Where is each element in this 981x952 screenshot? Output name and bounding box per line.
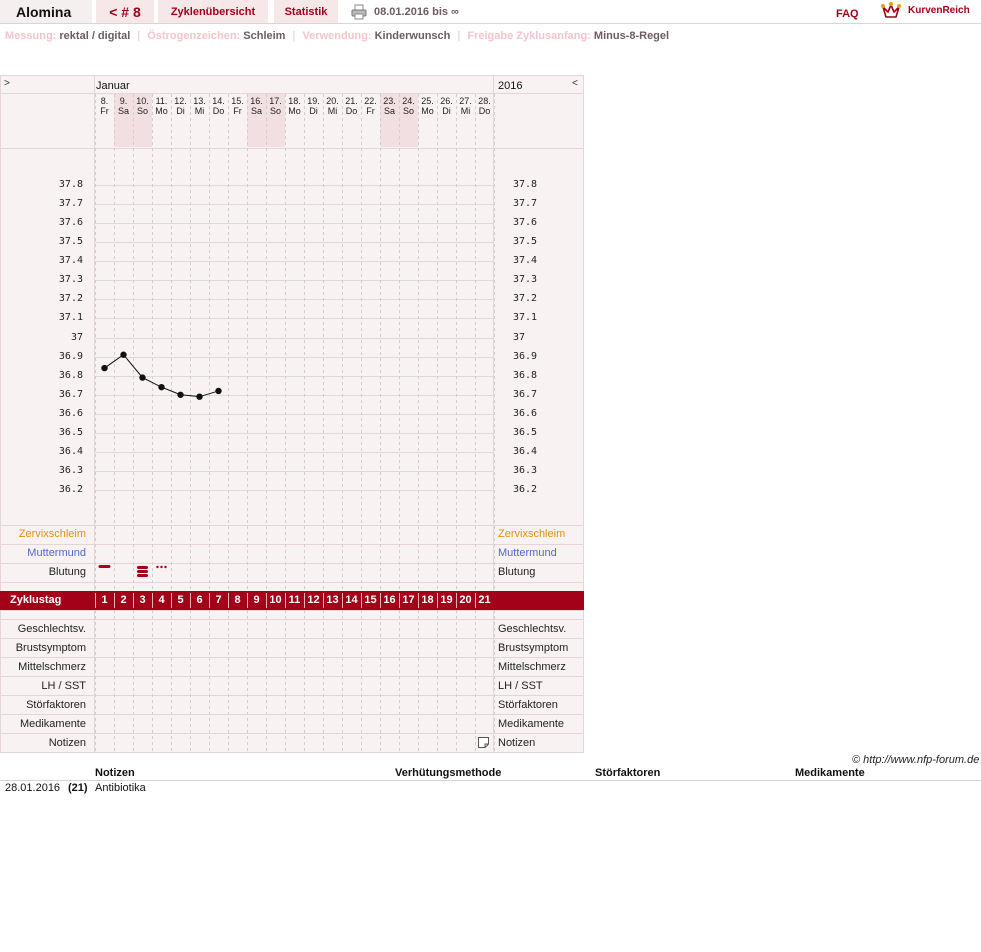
temperature-point <box>177 392 183 398</box>
separator: | <box>292 30 296 42</box>
table-divider <box>0 780 981 781</box>
temperature-point <box>158 384 164 390</box>
temp-tick-right: 36.3 <box>513 465 538 476</box>
breast-symptom-label: Brustsymptom <box>15 642 86 654</box>
os-label-right: Muttermund <box>498 547 557 559</box>
temp-tick-left: 37 <box>70 332 83 343</box>
temperature-point <box>120 352 126 358</box>
cycle-day-separator <box>342 593 343 608</box>
cycle-tab[interactable]: < # 8 <box>96 0 154 23</box>
day-weekday: Fr <box>100 106 109 116</box>
day-date: 26. <box>440 96 453 106</box>
release-value: Minus-8-Regel <box>593 30 670 42</box>
day-weekday: Do <box>478 106 491 116</box>
bleeding-light-mark <box>99 565 111 568</box>
cycle-day-number[interactable]: 17 <box>402 594 415 606</box>
estrogen-value: Schleim <box>243 30 286 42</box>
cycle-day-number[interactable]: 20 <box>459 594 472 606</box>
measurement-value: rektal / digital <box>59 30 131 42</box>
notes-col-header: Notizen <box>95 767 135 779</box>
medication-label: Medikamente <box>19 718 86 730</box>
statistics-tab[interactable]: Statistik <box>274 0 338 23</box>
temp-tick-left: 36.4 <box>58 446 83 457</box>
intercourse-label: Geschlechtsv. <box>17 623 86 635</box>
cycle-day-number[interactable]: 14 <box>345 594 358 606</box>
measurement-label: Messung: <box>5 30 57 42</box>
cycle-day-number[interactable]: 10 <box>269 594 282 606</box>
midpain-label-right: Mittelschmerz <box>498 661 566 673</box>
disturbance-label: Störfaktoren <box>26 699 86 711</box>
cycle-day-separator <box>437 593 438 608</box>
year-label: 2016 <box>498 80 523 92</box>
cycle-day-separator <box>114 593 115 608</box>
day-header <box>380 96 399 116</box>
day-weekday: Do <box>345 106 358 116</box>
brand-name: KurvenReich <box>908 5 970 16</box>
cycle-day-separator <box>418 593 419 608</box>
cycle-day-number[interactable]: 18 <box>421 594 434 606</box>
day-date: 17. <box>269 96 282 106</box>
day-date: 18. <box>288 96 301 106</box>
day-date: 11. <box>155 96 168 106</box>
cycle-day-number[interactable]: 12 <box>307 594 320 606</box>
temp-tick-right: 37.4 <box>513 255 538 266</box>
temperature-point <box>215 388 221 394</box>
day-date: 10. <box>136 96 149 106</box>
day-date: 23. <box>383 96 396 106</box>
cycle-day-number[interactable]: 1 <box>101 594 108 606</box>
disturbance-label-right: Störfaktoren <box>498 699 558 711</box>
cycle-day-separator <box>133 593 134 608</box>
day-weekday: Mi <box>460 106 471 116</box>
temp-tick-left: 37.8 <box>58 179 83 190</box>
cycle-day-separator <box>228 593 229 608</box>
day-weekday: Di <box>309 106 318 116</box>
day-date: 19. <box>307 96 320 106</box>
temp-tick-right: 37 <box>513 332 526 343</box>
day-weekday: Sa <box>383 106 395 116</box>
day-date: 15. <box>231 96 244 106</box>
temp-tick-left: 37.5 <box>58 236 83 247</box>
temp-tick-right: 36.2 <box>513 484 538 495</box>
day-weekday: Fr <box>366 106 375 116</box>
cycle-day-separator <box>323 593 324 608</box>
cycle-day-separator <box>266 593 267 608</box>
usage-value: Kinderwunsch <box>374 30 451 42</box>
faq-link[interactable]: FAQ <box>836 8 859 20</box>
cycle-day-separator <box>247 593 248 608</box>
separator: | <box>137 30 141 42</box>
cycle-day-separator <box>171 593 172 608</box>
day-date: 12. <box>174 96 187 106</box>
cycle-day-number[interactable]: 3 <box>139 594 146 606</box>
day-weekday: Mo <box>421 106 434 116</box>
day-date: 24. <box>402 96 415 106</box>
day-header <box>456 96 475 116</box>
estrogen-label: Östrogenzeichen: <box>147 30 241 42</box>
cycle-day-number[interactable]: 19 <box>440 594 453 606</box>
day-date: 16. <box>250 96 263 106</box>
os-label: Muttermund <box>27 547 86 559</box>
temp-tick-left: 36.7 <box>58 389 83 400</box>
cycle-day-number[interactable]: 6 <box>196 594 203 606</box>
date-range: 08.01.2016 bis ∞ <box>374 6 459 18</box>
day-header <box>171 96 190 116</box>
prev-cycle-button[interactable]: > <box>4 78 10 89</box>
breast-symptom-label-right: Brustsymptom <box>498 642 569 654</box>
temp-tick-right: 36.6 <box>513 408 538 419</box>
lh-label-right: LH / SST <box>498 680 543 692</box>
cycle-day-separator <box>456 593 457 608</box>
contraception-col-header: Verhütungsmethode <box>395 767 502 779</box>
notes-label: Notizen <box>48 737 86 749</box>
temperature-point <box>101 365 107 371</box>
day-weekday: So <box>136 106 148 116</box>
cycle-day-separator <box>475 593 476 608</box>
day-date: 27. <box>459 96 472 106</box>
day-weekday: Sa <box>250 106 262 116</box>
day-header <box>304 96 323 116</box>
day-weekday: Do <box>212 106 225 116</box>
day-header <box>475 96 494 116</box>
temp-tick-left: 36.6 <box>58 408 83 419</box>
temp-tick-right: 37.5 <box>513 236 538 247</box>
cycle-day-separator <box>380 593 381 608</box>
day-header <box>190 96 209 116</box>
day-date: 13. <box>193 96 206 106</box>
bleeding-heavy-mark <box>137 574 148 577</box>
temp-tick-right: 37.1 <box>513 312 538 323</box>
copyright[interactable]: © http://www.nfp-forum.de <box>852 754 980 766</box>
day-weekday: Mo <box>288 106 301 116</box>
day-weekday: Di <box>176 106 185 116</box>
day-header <box>114 96 133 116</box>
day-header <box>133 96 152 116</box>
day-date: 25. <box>421 96 434 106</box>
note-date: 28.01.2016 <box>5 782 61 794</box>
temp-tick-left: 36.8 <box>58 370 83 381</box>
midpain-label: Mittelschmerz <box>18 661 86 673</box>
temp-tick-right: 37.6 <box>513 217 538 228</box>
cycle-day-separator <box>399 593 400 608</box>
cervix-label-right: Zervixschleim <box>498 528 566 540</box>
cycle-day-separator <box>152 593 153 608</box>
lh-label: LH / SST <box>41 680 86 692</box>
temp-tick-left: 37.2 <box>58 293 83 304</box>
cycle-day-number[interactable]: 2 <box>120 594 127 606</box>
day-weekday: Fr <box>233 106 242 116</box>
day-weekday: Mo <box>155 106 168 116</box>
separator: | <box>457 30 461 42</box>
day-date: 20. <box>326 96 339 106</box>
day-header <box>152 96 171 116</box>
cycle-day-number[interactable]: 4 <box>158 594 165 606</box>
bleeding-spotting-mark <box>164 566 166 568</box>
day-header <box>285 96 304 116</box>
notes-label-right: Notizen <box>498 737 536 749</box>
cycle-day-number[interactable]: 8 <box>234 594 241 606</box>
temp-tick-right: 36.9 <box>513 351 538 362</box>
medication-col-header: Medikamente <box>795 767 865 779</box>
temp-tick-left: 36.5 <box>58 427 83 438</box>
cycle-day-number[interactable]: 9 <box>253 594 260 606</box>
cycle-day-number[interactable]: 16 <box>383 594 396 606</box>
bleeding-spotting-mark <box>156 566 158 568</box>
cycle-day-number[interactable]: 7 <box>215 594 222 606</box>
temp-tick-right: 37.2 <box>513 293 538 304</box>
cycle-day-number[interactable]: 21 <box>478 594 491 606</box>
day-header <box>95 96 114 116</box>
cycle-day-label: Zyklustag <box>10 594 62 606</box>
day-weekday: So <box>269 106 281 116</box>
cycle-day-number[interactable]: 15 <box>364 594 377 606</box>
temp-tick-left: 37.3 <box>58 274 83 285</box>
cycle-day-separator <box>285 593 286 608</box>
day-header <box>209 96 228 116</box>
temp-tick-right: 37.8 <box>513 179 538 190</box>
temperature-point <box>139 374 145 380</box>
day-date: 9. <box>119 96 128 106</box>
bleeding-spotting-mark <box>160 566 162 568</box>
temp-tick-right: 36.8 <box>513 370 538 381</box>
temp-tick-right: 37.3 <box>513 274 538 285</box>
temp-tick-left: 36.9 <box>58 351 83 362</box>
day-weekday: Sa <box>117 106 129 116</box>
day-weekday: So <box>402 106 414 116</box>
cycle-overview-tab[interactable]: Zyklenübersicht <box>158 0 268 23</box>
cycle-day-number[interactable]: 5 <box>177 594 184 606</box>
day-weekday: Mi <box>327 106 338 116</box>
cycle-day-number[interactable]: 13 <box>326 594 339 606</box>
day-header <box>361 96 380 116</box>
temp-tick-left: 36.3 <box>58 465 83 476</box>
temp-tick-right: 37.7 <box>513 198 538 209</box>
day-weekday: Mi <box>194 106 205 116</box>
temp-tick-left: 37.7 <box>58 198 83 209</box>
temp-tick-left: 37.4 <box>58 255 83 266</box>
day-header <box>323 96 342 116</box>
release-label: Freigabe Zyklusanfang: <box>467 30 591 42</box>
disturbance-col-header: Störfaktoren <box>595 767 661 779</box>
note-cycle-day: (21) <box>68 782 88 794</box>
day-weekday: Di <box>442 106 451 116</box>
day-date: 21. <box>345 96 358 106</box>
bleeding-label-right: Blutung <box>498 566 536 578</box>
intercourse-label-right: Geschlechtsv. <box>498 623 567 635</box>
note-text: Antibiotika <box>95 782 146 794</box>
bleeding-heavy-mark <box>137 566 148 569</box>
temp-tick-right: 36.5 <box>513 427 538 438</box>
cycle-day-separator <box>361 593 362 608</box>
cycle-day-number[interactable]: 11 <box>288 594 301 606</box>
medication-label-right: Medikamente <box>498 718 565 730</box>
temp-tick-left: 36.2 <box>58 484 83 495</box>
day-date: 8. <box>100 96 109 106</box>
temp-tick-right: 36.7 <box>513 389 538 400</box>
cycle-day-separator <box>95 593 96 608</box>
cervix-label: Zervixschleim <box>18 528 86 540</box>
bleeding-label: Blutung <box>48 566 86 578</box>
day-header <box>247 96 266 116</box>
cycle-day-separator <box>190 593 191 608</box>
bleeding-heavy-mark <box>137 570 148 573</box>
temperature-point <box>196 393 202 399</box>
day-header <box>418 96 437 116</box>
day-header <box>437 96 456 116</box>
usage-label: Verwendung: <box>302 30 372 42</box>
note-icon[interactable] <box>478 737 489 748</box>
day-header <box>399 96 418 116</box>
month-label: Januar <box>96 80 130 92</box>
next-cycle-button[interactable]: < <box>572 78 578 89</box>
temp-tick-right: 36.4 <box>513 446 538 457</box>
cycle-day-separator <box>304 593 305 608</box>
temp-tick-left: 37.6 <box>58 217 83 228</box>
cycle-day-separator <box>209 593 210 608</box>
day-header <box>266 96 285 116</box>
temperature-line <box>105 355 219 397</box>
day-header <box>342 96 361 116</box>
day-header <box>228 96 247 116</box>
day-date: 14. <box>212 96 225 106</box>
day-date: 22. <box>364 96 377 106</box>
day-date: 28. <box>478 96 491 106</box>
username: Alomina <box>0 0 92 23</box>
temp-tick-left: 37.1 <box>58 312 83 323</box>
